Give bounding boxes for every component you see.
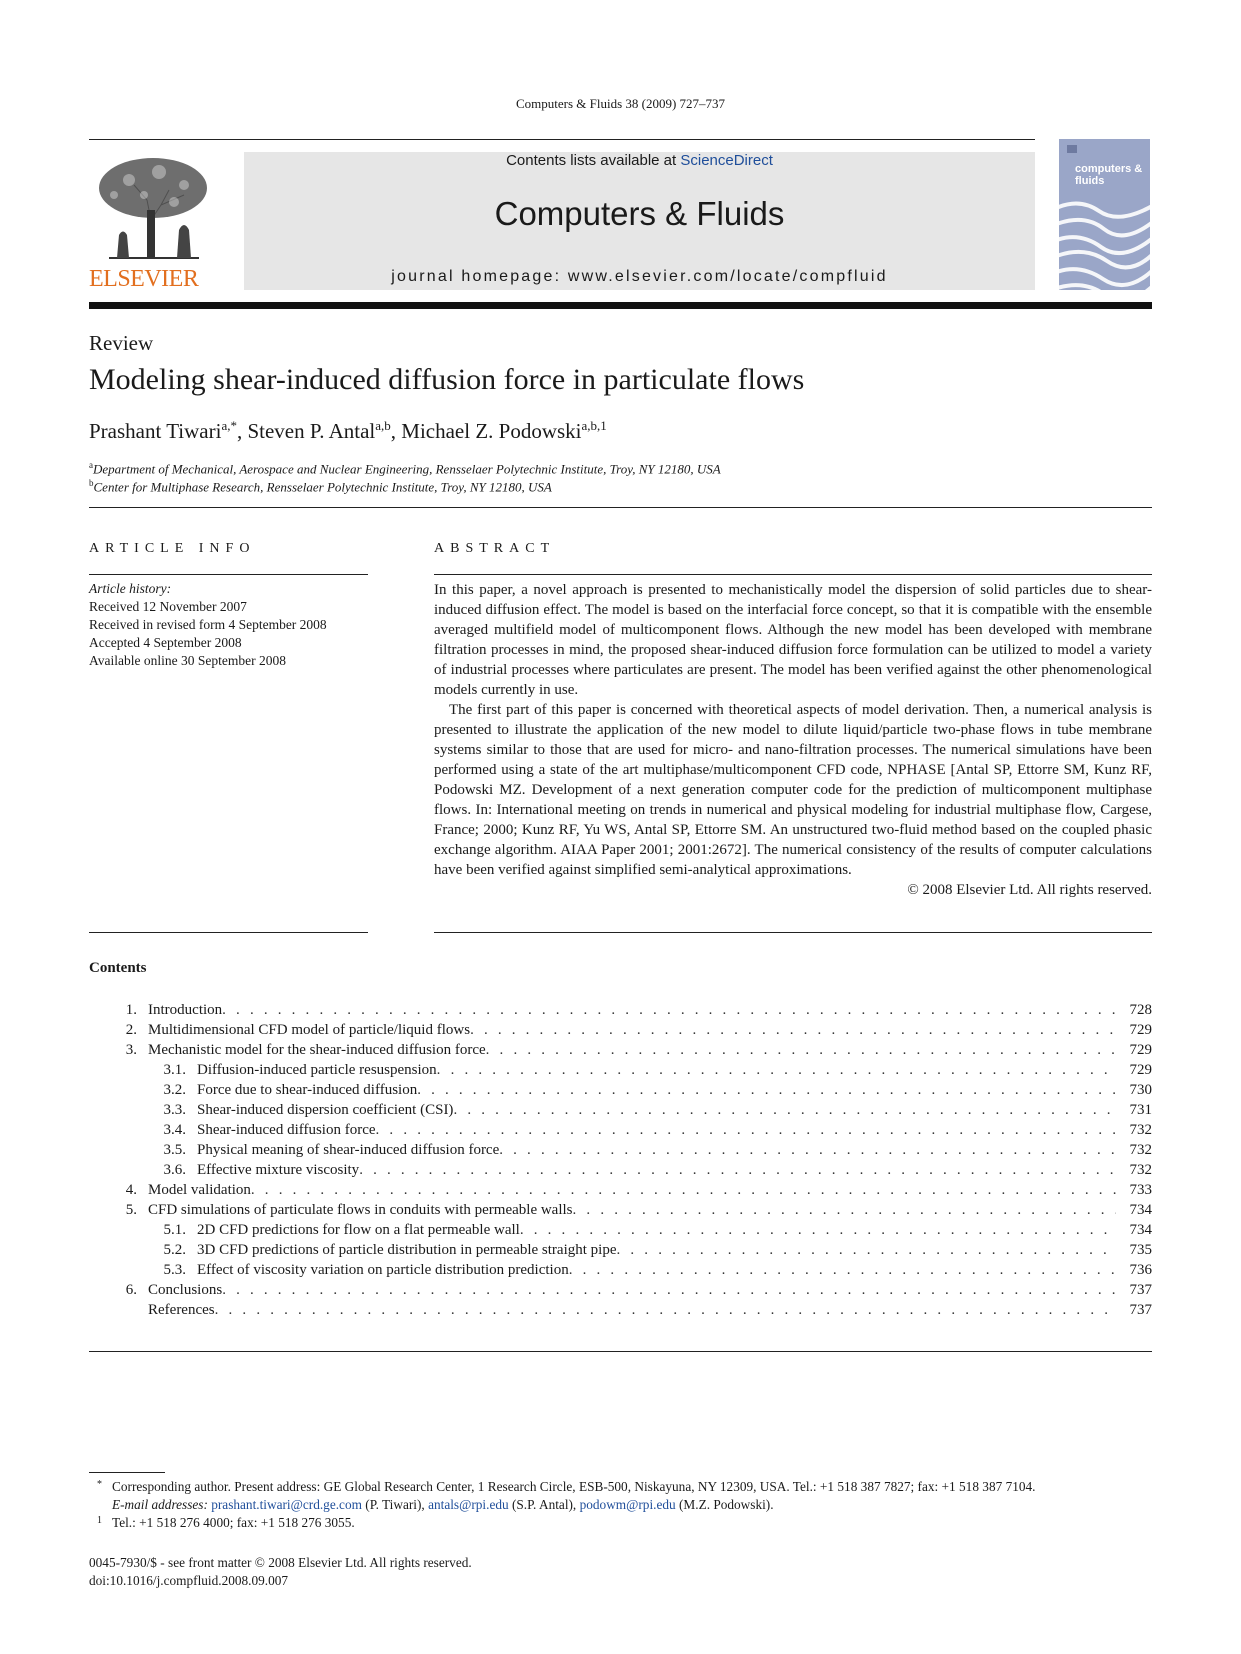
toc-page-number: 732 xyxy=(1129,1162,1152,1178)
author-name: Prashant Tiwari xyxy=(89,419,222,443)
footnote-emails xyxy=(89,1496,1152,1514)
divider xyxy=(434,574,1152,575)
affiliation-text: Department of Mechanical, Aerospace and Nuclear Engineering, Rensselaer Polytechnic Institute, Troy, NY 12180, USA xyxy=(93,461,721,477)
footnote-mark: 1 xyxy=(97,1515,102,1526)
footnote-1 xyxy=(89,1514,1152,1532)
toc-title[interactable]: 2D CFD predictions for flow on a flat permeable wall xyxy=(197,1222,520,1238)
toc-number: 2. xyxy=(125,1022,137,1038)
article-info-heading: ARTICLE INFO xyxy=(89,541,256,556)
contents-lists-line xyxy=(244,152,1035,169)
affiliation-text: Center for Multiphase Research, Rensselaer Polytechnic Institute, Troy, NY 12180, USA xyxy=(93,479,552,495)
toc-leader-dots xyxy=(417,1080,1116,1100)
toc-page-number: 733 xyxy=(1129,1182,1152,1198)
toc-title[interactable]: Mechanistic model for the shear-induced diffusion force xyxy=(148,1042,486,1058)
toc-title-wrap xyxy=(197,1140,1116,1160)
author-name: Steven P. Antal xyxy=(247,419,376,443)
toc-title-wrap xyxy=(148,1180,1116,1200)
toc-title-wrap xyxy=(148,1040,1116,1060)
author-affil-mark[interactable]: a,* xyxy=(221,418,237,433)
toc-title-wrap xyxy=(197,1080,1116,1100)
toc-page-number: 737 xyxy=(1129,1282,1152,1298)
toc-title[interactable]: Introduction xyxy=(148,1002,223,1018)
divider xyxy=(434,932,1152,933)
affiliation-mark: a xyxy=(89,460,93,470)
sciencedirect-link[interactable]: ScienceDirect xyxy=(680,152,773,169)
toc-number: 5.1. xyxy=(163,1222,186,1238)
footnote-corresponding xyxy=(89,1478,1152,1496)
divider xyxy=(89,1351,1152,1352)
toc-page-number: 728 xyxy=(1129,1002,1152,1018)
footnote-text: Corresponding author. Present address: GE Global Research Center, 1 Research Circle, ESB-500, Niskayuna, NY 12309, USA. Tel.: +1 518 387 7827; fax: +1 518 387 7104. xyxy=(112,1479,1036,1494)
email-owner: (S.P. Antal), xyxy=(511,1497,577,1512)
toc-title-wrap xyxy=(197,1220,1116,1240)
email-link[interactable]: podowm@rpi.edu xyxy=(579,1497,676,1512)
toc-page-number: 729 xyxy=(1129,1062,1152,1078)
doi-link[interactable]: doi:10.1016/j.compfluid.2008.09.007 xyxy=(89,1573,289,1588)
toc-page-number: 731 xyxy=(1129,1102,1152,1118)
toc-leader-dots xyxy=(569,1260,1116,1280)
footnotes xyxy=(89,1478,1152,1532)
toc-page-number: 729 xyxy=(1129,1042,1152,1058)
table-of-contents xyxy=(89,1000,1152,1320)
toc-title[interactable]: Effect of viscosity variation on particle distribution prediction xyxy=(197,1262,569,1278)
email-link[interactable]: prashant.tiwari@crd.ge.com xyxy=(211,1497,362,1512)
abstract-heading: ABSTRACT xyxy=(434,541,556,556)
toc-number: 3. xyxy=(125,1042,137,1058)
toc-entry[interactable] xyxy=(89,1040,1152,1060)
toc-leader-dots xyxy=(376,1120,1116,1140)
toc-leader-dots xyxy=(486,1040,1116,1060)
email-link[interactable]: antals@rpi.edu xyxy=(428,1497,509,1512)
toc-title[interactable]: Shear-induced diffusion force xyxy=(197,1122,376,1138)
toc-entry[interactable] xyxy=(89,1080,1152,1100)
toc-leader-dots xyxy=(453,1100,1116,1120)
toc-title-wrap xyxy=(197,1060,1116,1080)
toc-leader-dots xyxy=(215,1300,1116,1320)
author-affil-mark[interactable]: a,b,1 xyxy=(581,418,607,433)
toc-entry[interactable] xyxy=(89,1260,1152,1280)
toc-number: 6. xyxy=(125,1282,137,1298)
toc-number: 3.4. xyxy=(163,1122,186,1138)
journal-citation: Computers & Fluids 38 (2009) 727–737 xyxy=(515,96,726,111)
article-type: Review xyxy=(89,331,154,355)
toc-title-wrap xyxy=(148,1000,1116,1020)
toc-title[interactable]: Diffusion-induced particle resuspension xyxy=(197,1062,437,1078)
footnote-text: Tel.: +1 518 276 4000; fax: +1 518 276 3055. xyxy=(112,1515,355,1530)
author-list: Prashant Tiwari$^{a,*}$, Steven P. Antal$^{a,b}$, Michael Z. Podowski$^{a,b,1}$ xyxy=(89,418,607,443)
toc-title[interactable]: References xyxy=(148,1302,215,1318)
footnote-rule xyxy=(89,1472,165,1473)
affiliation-mark: b xyxy=(89,478,94,488)
toc-entry[interactable] xyxy=(89,1160,1152,1180)
toc-title-wrap xyxy=(197,1120,1116,1140)
toc-page-number: 735 xyxy=(1129,1242,1152,1258)
divider xyxy=(89,507,1152,508)
toc-leader-dots xyxy=(222,1000,1116,1020)
toc-leader-dots xyxy=(520,1220,1116,1240)
abstract-body xyxy=(434,580,1152,900)
journal-homepage-link[interactable]: journal homepage: www.elsevier.com/locate/compfluid xyxy=(391,268,888,285)
toc-title-wrap xyxy=(148,1280,1116,1300)
elsevier-tree-icon xyxy=(89,150,217,262)
affiliation-b xyxy=(89,478,552,495)
toc-leader-dots xyxy=(617,1240,1117,1260)
toc-leader-dots xyxy=(222,1280,1116,1300)
affiliation-a xyxy=(89,460,721,477)
toc-number xyxy=(89,1300,137,1320)
toc-title-wrap xyxy=(148,1200,1116,1220)
toc-title[interactable]: 3D CFD predictions of particle distribution in permeable straight pipe xyxy=(197,1242,617,1258)
history-item: Received in revised form 4 September 2008 xyxy=(89,617,327,632)
toc-entry[interactable] xyxy=(89,1180,1152,1200)
toc-title[interactable]: Conclusions xyxy=(148,1282,223,1298)
journal-name: Computers & Fluids xyxy=(494,195,785,232)
cover-wave-icon xyxy=(1059,139,1150,290)
toc-page-number: 732 xyxy=(1129,1122,1152,1138)
abstract-paragraph: The first part of this paper is concerned with theoretical aspects of model derivation. Then, a numerical analysis is presented to illustrate the application of the new model to dilute liquid/particle two-phase flows in tube membrane systems similar to those that are used for micro- and nano-filtration processes. The numerical simulations have been performed using a state of the art multiphase/multicomponent CFD code, NPHASE [Antal SP, Ettorre SM, Kunz RF, Podowski MZ. Development of a next generation computer code for the prediction of multicomponent multiphase flows. In: International meeting on trends in numerical and physical modeling for industrial multiphase flow, Cargese, France; 2000; Kunz RF, Yu WS, Antal SP, Ettorre SM. An unstructured two-fluid method based on the coupled phasic exchange algorithm. AIAA Paper 2001; 2001:2672]. The numerical consistency of the results of computer calculations have been verified against simplified semi-analytical approximations. xyxy=(434,702,1152,878)
toc-title[interactable]: CFD simulations of particulate flows in conduits with permeable walls xyxy=(148,1202,573,1218)
issn-block xyxy=(89,1554,472,1590)
toc-page-number: 736 xyxy=(1129,1262,1152,1278)
author-name: Michael Z. Podowski xyxy=(401,419,582,443)
email-owner: (P. Tiwari), xyxy=(365,1497,425,1512)
toc-leader-dots xyxy=(499,1140,1116,1160)
toc-page-number: 737 xyxy=(1129,1302,1152,1318)
toc-leader-dots xyxy=(251,1180,1116,1200)
abstract-paragraph: In this paper, a novel approach is presented to mechanistically model the dispersion of solid particles due to shear-induced diffusion effect. The model is based on the interfacial force concept, so that it is compatible with the ensemble averaged multifield model of multicomponent flows. Although the new model has been developed with membrane filtration processes in mind, the proposed shear-induced diffusion force formulation can be utilized to model a variety of industrial processes where particulates are present. The model has been verified against the other phenomenological models currently in use. xyxy=(434,582,1152,698)
toc-title[interactable]: Model validation xyxy=(148,1182,251,1198)
toc-title-wrap xyxy=(197,1240,1116,1260)
toc-title[interactable]: Shear-induced dispersion coefficient (CSI) xyxy=(197,1102,454,1118)
toc-page-number: 730 xyxy=(1129,1082,1152,1098)
toc-page-number: 729 xyxy=(1129,1022,1152,1038)
contents-lists-text: Contents lists available at xyxy=(506,152,681,169)
history-item: Received 12 November 2007 xyxy=(89,599,247,614)
email-owner: (M.Z. Podowski). xyxy=(679,1497,774,1512)
toc-leader-dots xyxy=(437,1060,1116,1080)
header-thick-rule xyxy=(89,302,1152,309)
toc-number: 5.2. xyxy=(163,1242,186,1258)
elsevier-logo[interactable] xyxy=(89,150,217,292)
elsevier-wordmark: ELSEVIER xyxy=(89,266,199,292)
contents-heading: Contents xyxy=(89,960,147,976)
toc-entry[interactable] xyxy=(89,1140,1152,1160)
divider xyxy=(89,574,368,575)
toc-entry[interactable] xyxy=(89,1060,1152,1080)
toc-entry[interactable] xyxy=(89,1000,1152,1020)
cover-title: computers & fluids xyxy=(1075,163,1143,187)
article-history xyxy=(89,580,327,670)
toc-page-number: 734 xyxy=(1129,1202,1152,1218)
toc-entry[interactable] xyxy=(89,1120,1152,1140)
toc-number: 3.3. xyxy=(163,1102,186,1118)
toc-number: 3.2. xyxy=(163,1082,186,1098)
toc-title-wrap xyxy=(148,1300,1116,1320)
toc-entry[interactable] xyxy=(89,1020,1152,1040)
toc-title-wrap xyxy=(197,1160,1116,1180)
footnote-mark: * xyxy=(97,1479,102,1490)
toc-title[interactable]: Force due to shear-induced diffusion xyxy=(197,1082,418,1098)
toc-number: 5.3. xyxy=(163,1262,186,1278)
issn-line: 0045-7930/$ - see front matter © 2008 Elsevier Ltd. All rights reserved. xyxy=(89,1555,472,1570)
email-label: E-mail addresses: xyxy=(112,1497,208,1512)
toc-title-wrap xyxy=(197,1260,1116,1280)
toc-title[interactable]: Multidimensional CFD model of particle/liquid flows xyxy=(148,1022,471,1038)
history-item: Available online 30 September 2008 xyxy=(89,653,286,668)
toc-entry[interactable] xyxy=(89,1100,1152,1120)
toc-entry[interactable] xyxy=(89,1220,1152,1240)
toc-number: 3.5. xyxy=(163,1142,186,1158)
journal-cover-image[interactable] xyxy=(1059,139,1150,290)
author-affil-mark[interactable]: a,b xyxy=(375,418,391,433)
toc-number: 1. xyxy=(125,1002,137,1018)
top-rule xyxy=(89,139,1035,140)
toc-title-wrap xyxy=(197,1100,1116,1120)
toc-number: 4. xyxy=(125,1182,137,1198)
toc-entry[interactable] xyxy=(89,1300,1152,1320)
toc-leader-dots xyxy=(573,1200,1116,1220)
toc-title[interactable]: Physical meaning of shear-induced diffusion force xyxy=(197,1142,500,1158)
history-label: Article history: xyxy=(89,581,172,596)
toc-number: 3.6. xyxy=(163,1162,186,1178)
toc-entry[interactable] xyxy=(89,1200,1152,1220)
toc-number: 3.1. xyxy=(163,1062,186,1078)
divider xyxy=(89,932,368,933)
toc-leader-dots xyxy=(470,1020,1116,1040)
toc-page-number: 732 xyxy=(1129,1142,1152,1158)
article-title: Modeling shear-induced diffusion force in particulate flows xyxy=(89,363,805,396)
toc-entry[interactable] xyxy=(89,1280,1152,1300)
history-item: Accepted 4 September 2008 xyxy=(89,635,242,650)
toc-title[interactable]: Effective mixture viscosity xyxy=(197,1162,360,1178)
toc-number: 5. xyxy=(125,1202,137,1218)
toc-entry[interactable] xyxy=(89,1240,1152,1260)
toc-page-number: 734 xyxy=(1129,1222,1152,1238)
toc-leader-dots xyxy=(359,1160,1116,1180)
abstract-copyright: © 2008 Elsevier Ltd. All rights reserved. xyxy=(907,882,1152,898)
toc-title-wrap xyxy=(148,1020,1116,1040)
